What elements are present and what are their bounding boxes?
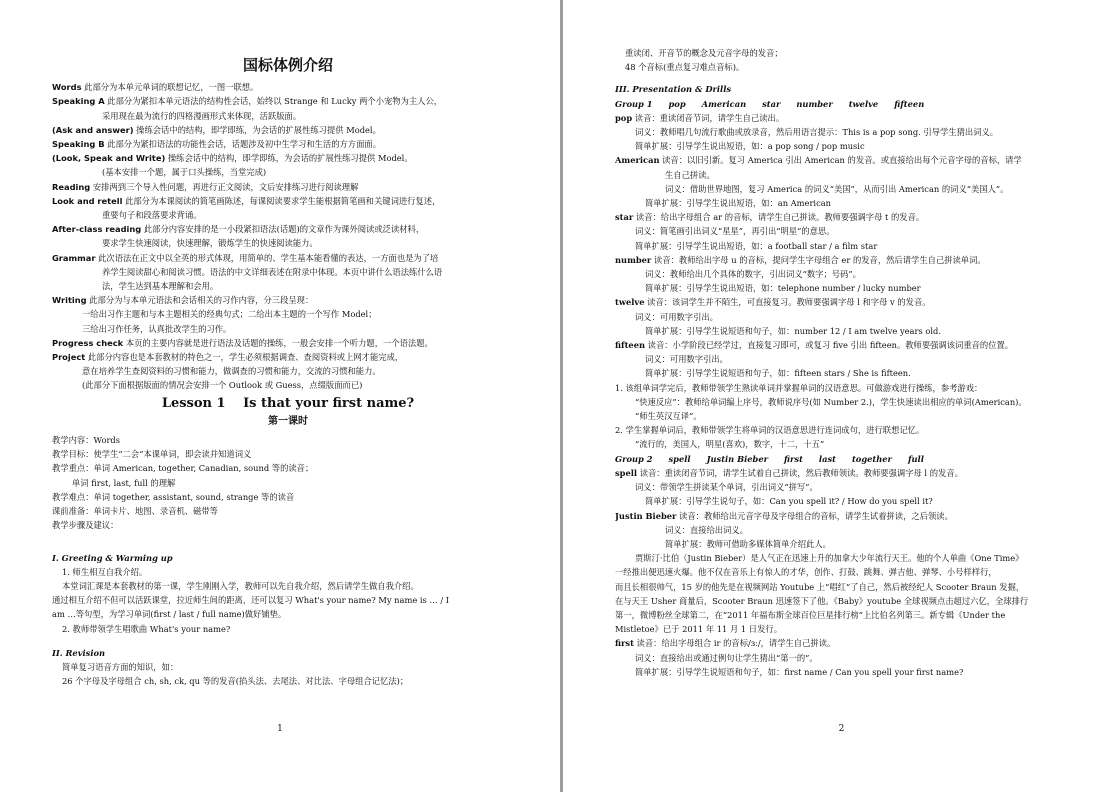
text-line [52,151,524,165]
text-line [52,322,524,336]
text-line [52,137,524,151]
line-text: 采用现在最为流行的四格漫画形式来体现，活跃版面。 [102,110,302,121]
line-text: “师生英汉互译”。 [635,411,702,422]
text-line [615,295,1082,309]
line-text: 第一，微博粉丝全球第二，在“2011 年福布斯全球百位巨星排行榜”上比伯名列第三。新专辑《Under the [615,609,1006,620]
page-1-content [52,52,524,688]
line-text: 读音：重读闭音节词，请学生试着自己拼读，然后教师领读。教师要强调字母 l 的发音。 [637,467,963,478]
line-text: 词义：教师唱几句流行歌曲或放录音，然后用语言提示：This is a pop song. 引导学生猜出词义。 [635,127,999,138]
term-label: first [615,638,634,649]
revision-continued [615,46,1082,74]
line-text: 词义：简笔画引出词义“星星”，再引出“明星”的意思。 [635,226,835,237]
text-line [615,423,1082,437]
text-line [52,364,524,378]
line-text: 词义：带领学生拼读某个单词，引出词义“拼写”。 [635,482,818,493]
text-line [615,352,1082,366]
line-text: 词义：直接给出或通过例句让学生猜出“第一的”。 [635,652,818,663]
text-line [52,593,524,607]
line-text: 48 个音标(重点复习难点音标)。 [625,62,745,73]
term-label: Project [52,352,86,363]
intro-section [52,80,524,392]
text-line [615,437,1082,451]
text-line [615,253,1082,267]
term-label: After-class reading [52,224,142,235]
line-text: 26 个字母及字母组合 ch, sh, ck, qu 等的发音(掐头法、去尾法、对比法、字母组合记忆法)； [62,676,409,687]
text-line [615,224,1082,238]
group-2-section [615,466,1082,679]
term-label: Speaking A [52,96,105,107]
group-2-heading [615,452,1082,466]
revision-section [52,660,524,688]
line-text: 单词 first, last, full 的理解 [72,477,176,488]
term-label: Words [52,82,82,93]
text-line [52,279,524,293]
line-text: 简单扩展：引导学生说出短语，如：telephone number / lucky number [645,283,921,294]
line-text: 教学难点：单词 together, assistant, sound, strange 等的读音 [52,491,295,502]
text-line [615,366,1082,380]
line-text: 本页的主要内容就是进行语法及话题的操练，一般会安排一个听力题，一个语法题。 [123,337,433,348]
text-line [52,447,524,461]
page-number: 1 [277,724,283,734]
text-line [615,267,1082,281]
text-line [615,466,1082,480]
term-label: Grammar [52,252,96,263]
text-line [615,622,1082,636]
term-label: Speaking B [52,139,105,150]
text-line [615,665,1082,679]
term-label: (Look, Speak and Write) [52,153,166,164]
term-label: twelve [615,297,645,308]
group-word: star [762,98,781,109]
line-text: 此次语法在正文中以全英的形式体现，用简单的、学生基本能看懂的表达，一方面也是为了培 [95,252,439,263]
text-line [52,476,524,490]
text-line [615,551,1082,565]
line-text: 通过相互介绍不但可以活跃课堂，拉近师生间的距离，还可以复习 What's your name? My name is … / I [52,595,450,606]
text-line [615,509,1082,523]
group-word: number [796,98,833,109]
line-text: 而且长相很帅气，15 岁的他先是在视频网站 Youtube 上“唱红”了自己，然后被经纪人 Scooter Braun 发掘， [615,581,1025,592]
line-text: 词义：教师给出几个具体的数字，引出词义“数字；号码”。 [645,269,861,280]
text-line [615,168,1082,182]
line-text: 贾斯汀·比伯（Justin Bieber）是人气正在迅速上升的加拿大少年流行天王。他的个人单曲《One Time》 [635,553,1024,564]
line-text: 法，学生达到基本理解和会用。 [102,281,219,292]
line-text: 操练会话中的结构，即学即练，为会话的扩展性练习提供 Model。 [165,153,413,164]
text-line [615,281,1082,295]
text-line [52,565,524,579]
line-text: 读音：教师给出字母 u 的音标，提问学生字母组合 er 的发音，然后请学生自己拼读单词。 [651,254,986,265]
text-line [52,265,524,279]
line-text: (此部分下面根据版面的情况会安排一个 Outlook 或 Guess，点缀版面而已) [82,380,363,391]
line-text: 教学步骤及建议： [52,520,119,531]
text-line [52,109,524,123]
line-text: 词义：可用数字引出。 [635,311,718,322]
text-line [615,338,1082,352]
term-label: Writing [52,295,87,306]
text-line [52,80,524,94]
text-line [52,433,524,447]
section-heading-presentation: III. Presentation & Drills [615,84,732,95]
group-word: Justin Bieber [706,453,768,464]
text-line [52,165,524,179]
line-text: 读音：该词学生并不陌生，可直接复习。教师要强调字母 l 和字母 v 的发音。 [644,297,931,308]
text-line [52,518,524,532]
line-text: 简单复习语音方面的知识，如： [62,661,179,672]
text-line [615,636,1082,650]
line-text: 生自己拼读。 [665,169,715,180]
line-text: 读音：小学阶段已经学过，直接复习即可，或复习 five 引出 fifteen。教师要强调该词重音的位置。 [645,340,1014,351]
text-line [615,580,1082,594]
term-label: fifteen [615,340,646,351]
line-text: 1. 该组单词学完后，教师带领学生熟读单词并掌握单词的汉语意思。可做游戏进行操练，参考游戏： [615,382,983,393]
text-line [52,350,524,364]
page-2-content [615,46,1082,679]
text-line [615,182,1082,196]
group-word: spell [668,453,691,464]
document-title: 国标体例介绍 [242,56,333,74]
text-line [615,651,1082,665]
group-word: American [701,98,747,109]
text-line [615,523,1082,537]
text-line [615,210,1082,224]
line-text: 一给出习作主题和与本主题相关的经典句式；二给出本主题的一个写作 Model； [82,309,377,320]
line-text: 教学目标：使学生“二会”本课单词，即会读并知道词义 [52,449,252,460]
text-line [615,310,1082,324]
text-line [615,537,1082,551]
group-label: Group 2 [615,453,653,464]
text-line [52,94,524,108]
line-text: 此部分为本课阅读的简笔画陈述，每课阅读要求学生能根据简笔画和关键词进行复述， [122,195,441,206]
text-line [615,494,1082,508]
group-word: full [907,453,924,464]
group-word: twelve [848,98,879,109]
text-line [615,381,1082,395]
period-title: 第一课时 [268,415,308,427]
section-heading-greeting: I. Greeting & Warming up [52,552,173,563]
line-text: “流行的，美国人，明星(喜欢)，数字，十二，十五” [635,439,825,450]
text-line [52,251,524,265]
line-text: 读音：教师给出元音字母及字母组合的音标，请学生试着拼读，之后领读。 [676,510,953,521]
line-text: 此部分为紧扣语法的功能性会话，话题涉及初中生学习和生活的方方面面。 [104,139,381,150]
term-label: (Ask and answer) [52,124,134,135]
text-line [615,196,1082,210]
text-line [52,607,524,621]
text-line [615,395,1082,409]
term-label: Look and retell [52,195,123,206]
line-text: 简单扩展：教师可借助多媒体简单介绍此人。 [665,538,831,549]
term-label: Justin Bieber [615,510,677,521]
term-label: number [615,254,652,265]
text-line [615,480,1082,494]
line-text: 重要句子和段落要求背诵。 [102,210,202,221]
text-line [615,125,1082,139]
line-text: 简单扩展：引导学生说短语和句子，如：first name / Can you spell your first name? [635,666,964,677]
term-label: pop [615,112,633,123]
line-text: 教学内容：Words [52,435,120,446]
text-line [52,208,524,222]
line-text: (基本安排一个题，属于口头操练，当堂完成) [102,167,267,178]
text-line [52,180,524,194]
text-line [615,594,1082,608]
line-text: 简单扩展：引导学生说出短语，如：a pop song / pop music [635,141,865,152]
line-text: 读音：重读闭音节词，请学生自己读出。 [632,112,785,123]
line-text: 此部分内容也是本套教材的特色之一，学生必须根据调查、查阅资料或上网才能完成， [85,352,404,363]
line-text: 养学生阅读甜心和阅读习惯。语法的中文详细表述在附录中体现。本页中讲什么语法练什么语 [102,266,443,277]
text-line [615,46,1082,60]
line-text: 2. 教师带领学生唱歌曲 What's your name? [62,623,231,634]
group-1-section [615,111,1082,452]
line-text: 读音：给出字母组合 ir 的音标/ɜː/，请学生自己拼读。 [633,638,836,649]
group-word: pop [668,98,686,109]
text-line [615,608,1082,622]
text-line [615,239,1082,253]
text-line [52,461,524,475]
term-label: star [615,212,634,223]
term-label: American [615,155,660,166]
text-line [615,153,1082,167]
text-line [52,307,524,321]
section-heading-revision: II. Revision [52,647,106,658]
term-label: Progress check [52,337,124,348]
line-text: 课前准备：单词卡片、地图、录音机、磁带等 [52,506,218,517]
text-line [52,674,524,688]
text-line [52,336,524,350]
group-word: last [818,453,836,464]
group-word: together [851,453,892,464]
line-text: 简单扩展：引导学生说出短语，如：an American [645,198,832,209]
line-text: 词义：可用数字引出。 [645,354,728,365]
text-line [52,504,524,518]
group-word: first [784,453,803,464]
text-line [52,194,524,208]
line-text: Mistletoe》已于 2011 年 11 月 1 日发行。 [615,624,782,635]
line-text: 简单扩展：引导学生说出短语，如：a football star / a film star [635,240,878,251]
group-label: Group 1 [615,98,653,109]
text-line [52,579,524,593]
term-label: spell [615,467,638,478]
text-line [52,660,524,674]
text-line [52,622,524,636]
line-text: 安排两到三个导入性问题，再进行正文阅读，文后安排练习进行阅读理解 [90,181,359,192]
line-text: 词义：直接给出词义。 [665,524,748,535]
text-line [52,222,524,236]
group-1-heading [615,97,1082,111]
text-line [52,236,524,250]
text-line [52,293,524,307]
line-text: 此部分为本单元单词的联想记忆，一图一联想。 [81,82,259,93]
text-line [615,324,1082,338]
text-line [52,123,524,137]
greeting-section [52,565,524,636]
line-text: 简单扩展：引导学生说短语和句子，如：fifteen stars / She is fifteen. [645,368,911,379]
page-2 [563,0,1120,792]
lesson-title: Lesson 1 Is that your first name? [161,395,415,411]
line-text: 简单扩展：引导学生说句子，如：Can you spell it? / How do you spell it? [645,496,933,507]
term-label: Reading [52,181,91,192]
line-text: 在与天王 Usher 商量后，Scooter Braun 迅速签下了他。《Baby》youtube 全球视频点击超过六亿，全球排行 [615,595,1029,606]
line-text: 本堂词汇课是本套教材的第一课，学生刚刚入学，教师可以先自我介绍，然后请学生做自我介绍。 [62,580,419,591]
text-line [615,60,1082,74]
line-text: 要求学生快速阅读，快速理解，锻炼学生的快速阅读能力。 [102,238,318,249]
line-text: 1. 师生相互自我介绍。 [62,566,148,577]
line-text: “快速反应”：教师给单词编上序号，教师说序号(如 Number 2.)，学生快速读出相应的单词(American)。 [635,396,1027,407]
line-text: 此部分为与本单元语法和会话相关的习作内容，分三段呈现： [86,295,314,306]
line-text: am …等句型，为学习单词(first / last / full name)做好铺垫。 [52,609,287,620]
group-word: fifteen [894,98,925,109]
page-number: 2 [838,724,845,734]
line-text: 三给出习作任务，认真批改学生的习作。 [82,323,232,334]
line-text: 2. 学生掌握单词后，教师带领学生将单词的汉语意思进行连词成句，进行联想记忆。 [615,425,925,436]
line-text: 操练会话中的结构，即学即练，为会话的扩展性练习提供 Model。 [133,124,381,135]
line-text: 读音：给出字母组合 ar 的音标，请学生自己拼读。教师要强调字母 t 的发音。 [633,212,925,223]
line-text: 此部分为紧扣本单元语法的结构性会话，始终以 Strange 和 Lucky 两个小宠物为主人公， [104,96,443,107]
lesson-meta [52,433,524,532]
line-text: 教学重点：单词 American, together, Canadian, sound 等的读音； [52,463,314,474]
line-text: 一经推出便迅速火爆。他不仅在音乐上有惊人的才华，创作、打鼓、跳舞、弹吉他、弹琴、小号样样行， [615,567,997,578]
text-line [615,111,1082,125]
text-line [615,565,1082,579]
text-line [615,409,1082,423]
line-text: 重读闭、开音节的概念及元音字母的发音； [625,48,783,58]
text-line [615,139,1082,153]
line-text: 词义：借助世界地图，复习 America 的词义“美国”，从而引出 American 的词义“美国人”。 [665,183,1009,194]
line-text: 读音：以旧引新。复习 America 引出 American 的发音。或直接给出每个元音字母的音标，请学 [659,155,1022,166]
line-text: 简单扩展：引导学生说短语和句子，如：number 12 / I am twelve years old. [645,325,941,336]
text-line [52,378,524,392]
line-text: 此部分内容安排的是一小段紧扣语法(话题)的文章作为课外阅读或泛读材料， [141,224,425,235]
text-line [52,490,524,504]
line-text: 意在培养学生查阅资料的习惯和能力，做调查的习惯和能力，交流的习惯和能力。 [82,366,381,377]
